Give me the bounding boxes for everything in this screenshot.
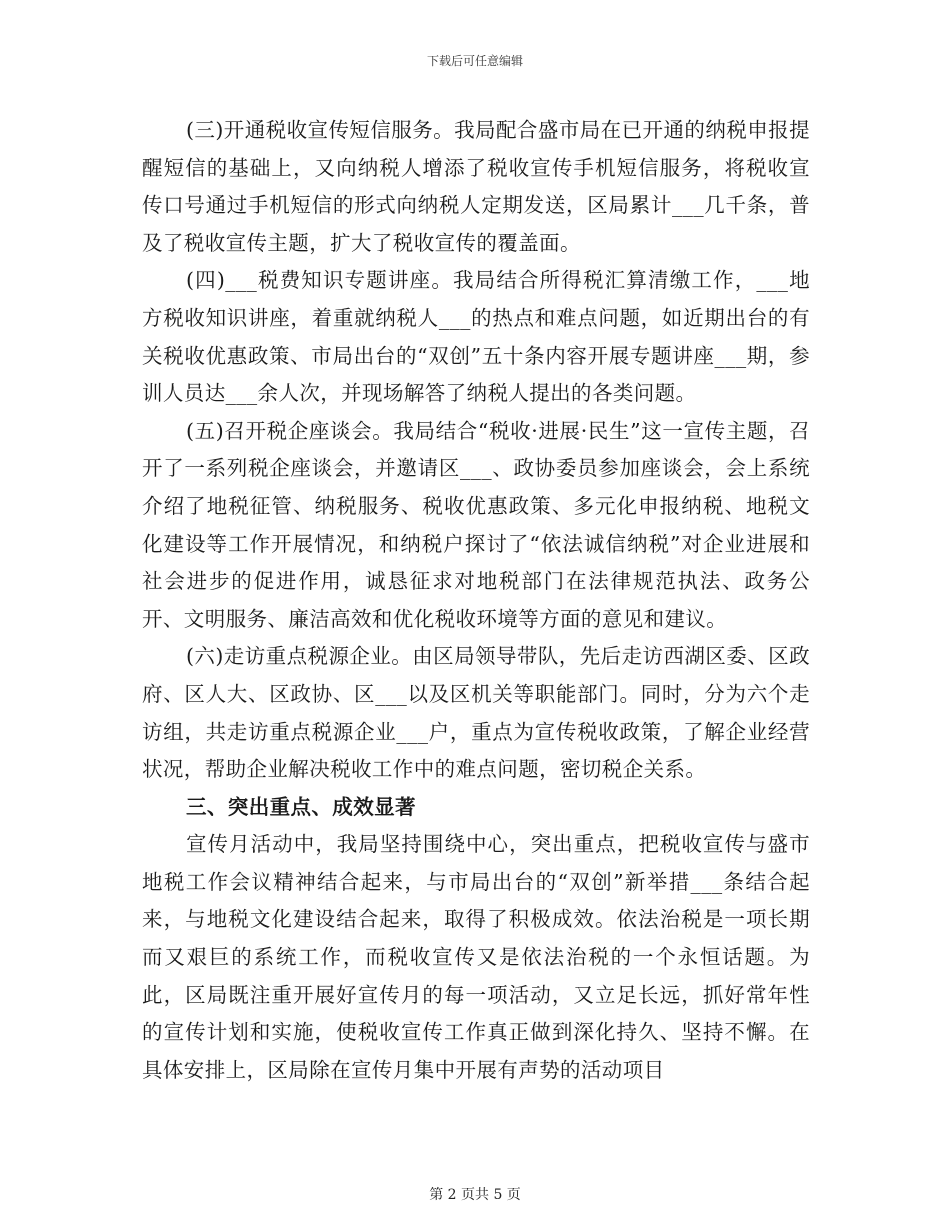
section-heading: 三、突出重点、成效显著 (186, 794, 416, 819)
paragraph-sms-service: (三)开通税收宣传短信服务。我局配合盛市局在已开通的纳税申报提醒短信的基础上，又向纳税人增添了税收宣传手机短信服务，将税收宣传口号通过手机短信的形式向纳税人定期发送，区局累计___几千条，普及了税收宣传主题，扩大了税收宣传的覆盖面。 (142, 118, 810, 255)
paragraph-tax-forum: (五)召开税企座谈会。我局结合“税收·进展·民生”这一宣传主题，召开了一系列税企座谈会，并邀请区___、政协委员参加座谈会，会上系统介绍了地税征管、纳税服务、税收优惠政策、多元化申报纳税、地税文化建设等工作开展情况，和纳税户探讨了“依法诚信纳税”对企业进展和社会进步的促进作用，诚恳征求对地税部门在法律规范执法、政务公开、文明服务、廉洁高效和优化税收环境等方面的意见和建议。 (142, 418, 810, 631)
page-header: 下载后可任意编辑 (426, 54, 523, 68)
paragraph-tax-lecture: (四)___税费知识专题讲座。我局结合所得税汇算清缴工作，___地方税收知识讲座，着重就纳税人___的热点和难点问题，如近期出台的有关税收优惠政策、市局出台的“双创”五十条内容开展专题讲座___期，参训人员达___余人次，并现场解答了纳税人提出的各类问题。 (142, 268, 810, 406)
paragraph-enterprise-visits: (六)走访重点税源企业。由区局领导带队，先后走访西湖区委、区政府、区人大、区政协、区___以及区机关等职能部门。同时，分为六个走访组，共走访重点税源企业___户，重点为宣传税收政策，了解企业经营状况，帮助企业解决税收工作中的难点问题，密切税企关系。 (142, 644, 810, 782)
paragraph-results: 宣传月活动中，我局坚持围绕中心，突出重点，把税收宣传与盛市地税工作会议精神结合起来，与市局出台的“双创”新举措___条结合起来，与地税文化建设结合起来，取得了积极成效。依法治税是一项长期而又艰巨的系统工作，而税收宣传又是依法治税的一个永恒话题。为此，区局既注重开展好宣传月的每一项活动，又立足长远，抓好常年性的宣传计划和实施，使税收宣传工作真正做到深化持久、坚持不懈。在具体安排上，区局除在宣传月集中开展有声势的活动项目 (142, 832, 810, 1082)
page-number: 第 2 页共 5 页 (429, 1187, 521, 1203)
document-body (142, 112, 810, 1089)
